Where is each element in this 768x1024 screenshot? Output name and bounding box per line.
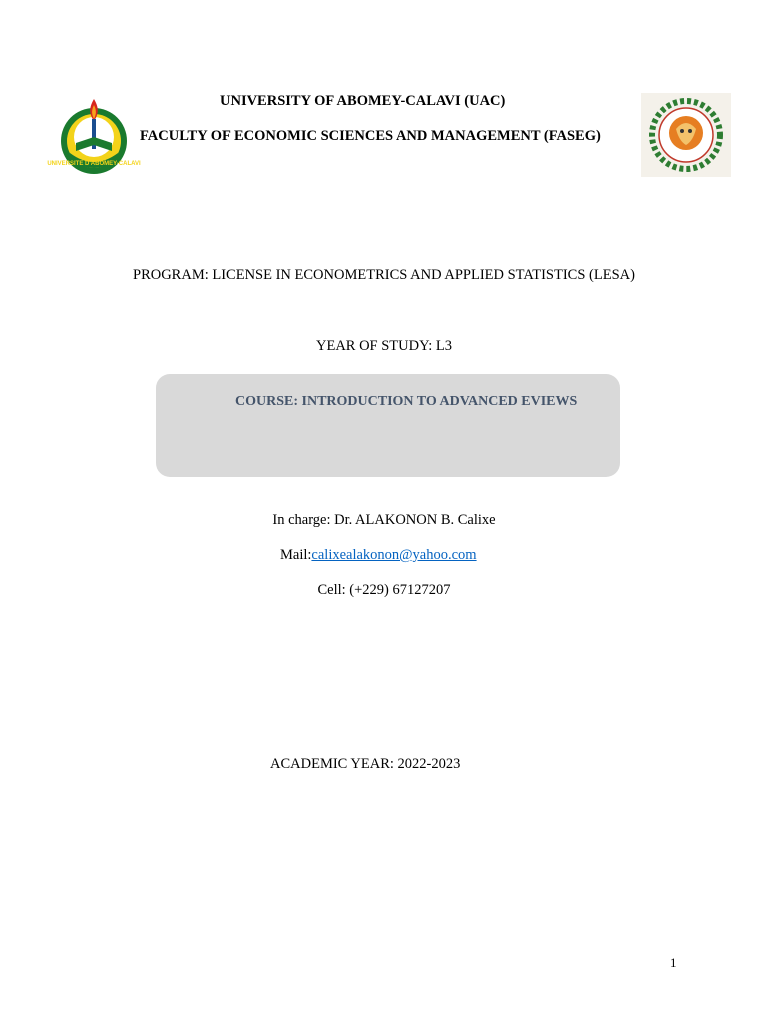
course-title: COURSE: INTRODUCTION TO ADVANCED EVIEWS	[235, 394, 578, 409]
page-number: 1	[670, 955, 677, 970]
mail-label: Mail:	[280, 547, 312, 563]
faculty-name: FACULTY OF ECONOMIC SCIENCES AND MANAGEMENT (FASEG)	[140, 128, 601, 144]
in-charge-line: In charge: Dr. ALAKONON B. Calixe	[272, 512, 496, 528]
program-line: PROGRAM: LICENSE IN ECONOMETRICS AND APPLIED STATISTICS (LESA)	[133, 267, 635, 283]
year-of-study: YEAR OF STUDY: L3	[315, 338, 453, 354]
academic-year: ACADEMIC YEAR: 2022-2023	[270, 756, 461, 772]
cell-line: Cell: (+229) 67127207	[317, 582, 451, 598]
mail-link[interactable]: calixealakonon@yahoo.com	[311, 547, 477, 563]
course-box	[156, 374, 620, 477]
university-name: UNIVERSITY OF ABOMEY-CALAVI (UAC)	[220, 93, 506, 109]
uac-logo	[47, 93, 141, 177]
mail-line	[280, 547, 477, 564]
uac-logo-ring-text: UNIVERSITE D'ABOMEY-CALAVI	[47, 161, 141, 167]
faseg-logo	[641, 93, 731, 177]
